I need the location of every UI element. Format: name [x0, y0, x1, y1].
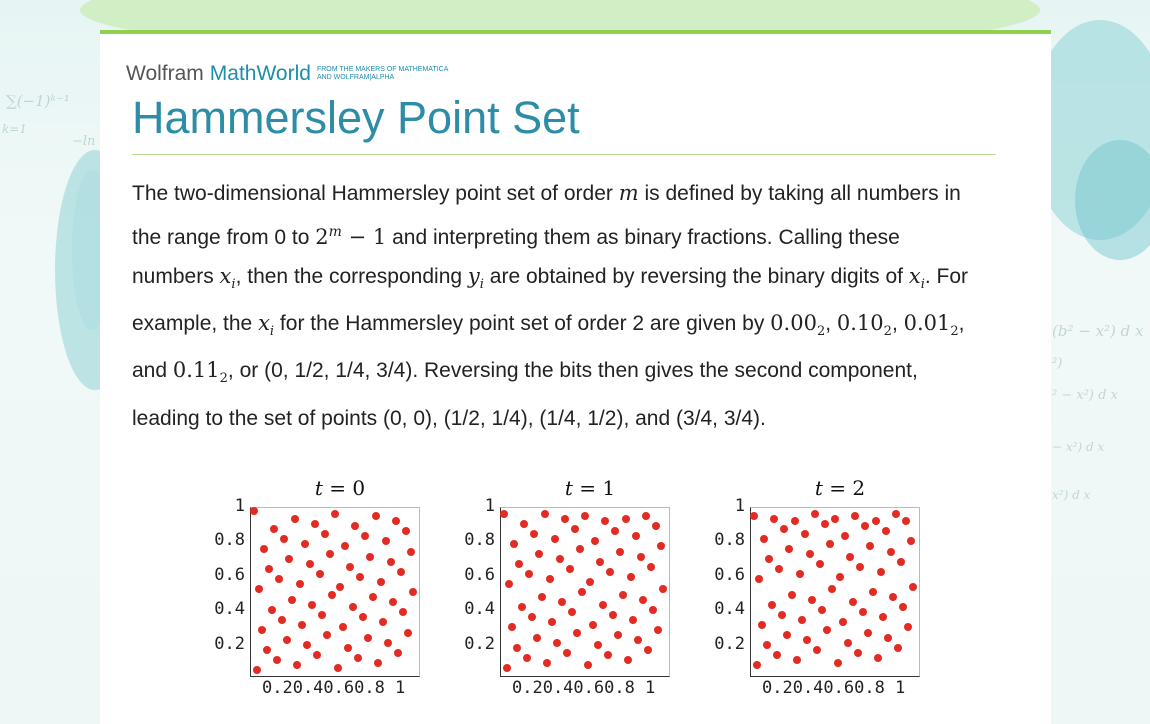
data-point [836, 573, 844, 581]
y-tick-label: 0.4 [464, 599, 495, 619]
plot-title: t = 1 [564, 476, 616, 500]
data-point [758, 621, 766, 629]
data-point [806, 550, 814, 558]
data-point [270, 525, 278, 533]
data-point [622, 515, 630, 523]
data-point [589, 621, 597, 629]
data-point [796, 570, 804, 578]
y-tick-label: 0.4 [214, 599, 245, 619]
data-point [397, 568, 405, 576]
data-point [354, 654, 362, 662]
data-point [551, 535, 559, 543]
data-point [642, 512, 650, 520]
data-point [384, 639, 392, 647]
text-seg: are obtained by reversing the binary digits of [483, 265, 909, 288]
data-point [649, 606, 657, 614]
y-tick-label: 0.6 [464, 565, 495, 585]
logo-mathworld-text: MathWorld [209, 62, 311, 85]
text-seg: and interpreting them as binary fractions. Calling these numbers [132, 226, 900, 288]
y-tick-label: 0.6 [714, 565, 745, 585]
data-point [816, 560, 824, 568]
data-point [798, 616, 806, 624]
data-point [571, 525, 579, 533]
data-point [346, 563, 354, 571]
data-point [887, 548, 895, 556]
x-tick-labels: 0.20.40.60.8 1 [762, 678, 906, 698]
math-binary-3: $0.01_2$ [903, 311, 959, 340]
data-point [768, 601, 776, 609]
logo-tagline-line1: FROM THE MAKERS OF MATHEMATICA [316, 66, 449, 73]
data-point [500, 510, 508, 518]
bg-formula-sum: ∑(−1)ᵏ⁻¹ [6, 92, 70, 110]
data-point [609, 611, 617, 619]
data-point [513, 644, 521, 652]
data-point [788, 591, 796, 599]
data-point [750, 512, 758, 520]
y-tick-label: 0.2 [464, 634, 495, 654]
bg-formula-integral-5: x²) d x [1052, 488, 1091, 502]
data-point [801, 530, 809, 538]
logo-tagline-line2: AND WOLFRAM|ALPHA [316, 74, 395, 81]
data-point [538, 593, 546, 601]
data-point [637, 553, 645, 561]
data-point [808, 596, 816, 604]
data-point [369, 593, 377, 601]
y-tick-label: 0.2 [714, 634, 745, 654]
x-tick-labels: 0.20.40.60.8 1 [262, 678, 406, 698]
data-point [826, 540, 834, 548]
math-yi: $y_i$ [467, 264, 484, 293]
y-tick-label: 0.4 [714, 599, 745, 619]
bg-surface-right-mid [1075, 140, 1150, 260]
data-point [872, 517, 880, 525]
title-divider [132, 154, 996, 155]
bg-formula-ln: −ln [72, 134, 96, 149]
data-point [503, 664, 511, 672]
data-point [869, 588, 877, 596]
math-m: m [618, 181, 639, 205]
text-seg: for the Hammersley point set of order 2 are given by [274, 312, 771, 336]
data-point [253, 666, 261, 674]
data-point [334, 664, 342, 672]
data-point [518, 603, 526, 611]
data-point [520, 520, 528, 528]
y-tick-label: 0.2 [214, 634, 245, 654]
data-point [404, 629, 412, 637]
data-point [619, 591, 627, 599]
bg-formula-integral-1: (b² − x²) d x [1052, 322, 1144, 340]
data-point [250, 507, 258, 515]
data-point [566, 565, 574, 573]
data-point [541, 510, 549, 518]
data-point [523, 654, 531, 662]
data-point [606, 568, 614, 576]
data-point [546, 575, 554, 583]
data-point [818, 606, 826, 614]
data-point [543, 659, 551, 667]
data-point [407, 548, 415, 556]
data-point [374, 659, 382, 667]
data-point [364, 634, 372, 642]
bg-formula-integral-2: ²) [1052, 356, 1063, 371]
x-tick-labels: 0.20.40.60.8 1 [512, 678, 656, 698]
data-point [581, 512, 589, 520]
data-point [864, 629, 872, 637]
y-tick-label: 1 [734, 496, 745, 516]
math-2m-minus-1: $2^m - 1$ [315, 224, 387, 249]
data-point [902, 517, 910, 525]
y-tick-label: 1 [234, 496, 245, 516]
data-point [594, 641, 602, 649]
data-point [556, 555, 564, 563]
data-point [296, 580, 304, 588]
data-point [392, 517, 400, 525]
data-point [856, 563, 864, 571]
data-point [783, 631, 791, 639]
page-title: Hammersley Point Set [132, 92, 580, 143]
text-seg: , then the corresponding [235, 265, 468, 288]
data-point [882, 527, 890, 535]
data-point [553, 639, 561, 647]
text-seg: The two-dimensional Hammersley point set of order [132, 182, 619, 205]
data-point [831, 515, 839, 523]
data-point [770, 515, 778, 523]
plot-t0 [195, 472, 435, 704]
logo-tagline [317, 66, 448, 82]
data-point [326, 550, 334, 558]
y-tick-label: 0.6 [214, 565, 245, 585]
y-tick-label: 0.8 [464, 530, 495, 550]
data-point [278, 616, 286, 624]
data-point [336, 583, 344, 591]
data-point [627, 573, 635, 581]
data-point [576, 545, 584, 553]
data-point [377, 578, 385, 586]
data-point [753, 661, 761, 669]
site-logo[interactable] [126, 62, 448, 86]
data-point [884, 634, 892, 642]
data-point [834, 659, 842, 667]
math-binary-2: $0.10_2$ [836, 311, 892, 340]
text-seg: . For example, the [132, 265, 969, 336]
data-point [308, 601, 316, 609]
data-point [382, 537, 390, 545]
logo-wolfram-text: Wolfram [126, 62, 204, 85]
data-point [586, 578, 594, 586]
data-point [844, 639, 852, 647]
y-tick-label: 0.8 [714, 530, 745, 550]
data-point [599, 601, 607, 609]
data-point [561, 515, 569, 523]
math-binary-4: $0.11_2$ [172, 358, 228, 387]
math-xi: $x_i$ [908, 264, 925, 293]
data-point [629, 616, 637, 624]
text-seg: is defined by taking all numbers in the range from 0 to [132, 182, 961, 249]
data-point [614, 631, 622, 639]
data-point [849, 598, 857, 606]
data-point [311, 520, 319, 528]
article-paragraph: The two-dimensional Hammersley point set of order m is defined by taking all numbers in the range from 0 to $2^m - 1$ and interpreting them as binary fractions. Calling these numbers $x_i$, then the corresponding $y_i$ are obtained by reversing the binary digits of $x_i$. For example, the $x_i$ for the Hammersley point set of order 2 are given by $0.00_2$, $0.10_2$, $0.01_2$, and $0.11_2$, or (0, 1/2, 1/4, 3/4). Reversing the bits then gives the second component, leading to the set of points (0, 0), (1/2, 1/4), (1/4, 1/2), and (3/4, 3/4). [132, 181, 969, 430]
data-point [791, 517, 799, 525]
y-tick-label: 0.8 [214, 530, 245, 550]
data-point [821, 520, 829, 528]
data-point [874, 654, 882, 662]
data-point [639, 596, 647, 604]
data-point [321, 530, 329, 538]
data-point [291, 515, 299, 523]
bg-formula-index: k=1 [2, 122, 27, 136]
data-point [584, 661, 592, 669]
data-point [573, 629, 581, 637]
data-point [387, 558, 395, 566]
data-point [268, 606, 276, 614]
math-xi: $x_i$ [258, 311, 275, 340]
math-xi: $x_i$ [219, 264, 236, 293]
data-point [533, 634, 541, 642]
data-point [328, 591, 336, 599]
data-point [854, 649, 862, 657]
data-point [372, 512, 380, 520]
data-point [647, 563, 655, 571]
data-point [298, 621, 306, 629]
data-point [344, 644, 352, 652]
data-point [258, 626, 266, 634]
data-point [349, 603, 357, 611]
y-tick-label: 1 [484, 496, 495, 516]
bg-formula-integral-4: − x²) d x [1052, 440, 1105, 454]
data-point [892, 510, 900, 518]
plot-title: t = 2 [814, 476, 866, 500]
data-point [839, 618, 847, 626]
data-point [263, 646, 271, 654]
plot-t2 [695, 472, 935, 704]
math-binary-1: $0.00_2$ [770, 311, 826, 340]
text-seg: , or (0, 1/2, 1/4, 3/4). Reversing the bits then gives the second component, leading to the set of points (0, 0), (1/2, 1/4), (1/4, 1/2), and (3/4, 3/4). [132, 359, 918, 430]
data-point [301, 540, 309, 548]
data-point [596, 558, 604, 566]
data-point [288, 596, 296, 604]
data-point [306, 560, 314, 568]
data-point [632, 532, 640, 540]
data-point [778, 611, 786, 619]
bg-formula-integral-3: ² − x²) d x [1052, 388, 1118, 403]
content-panel [100, 30, 1051, 724]
data-point [846, 553, 854, 561]
plot-t1 [445, 472, 685, 704]
plot-title: t = 0 [314, 476, 366, 500]
data-point [283, 636, 291, 644]
data-point [763, 641, 771, 649]
data-point [897, 558, 905, 566]
data-point [356, 573, 364, 581]
data-point [811, 510, 819, 518]
data-point [331, 510, 339, 518]
data-point [877, 568, 885, 576]
